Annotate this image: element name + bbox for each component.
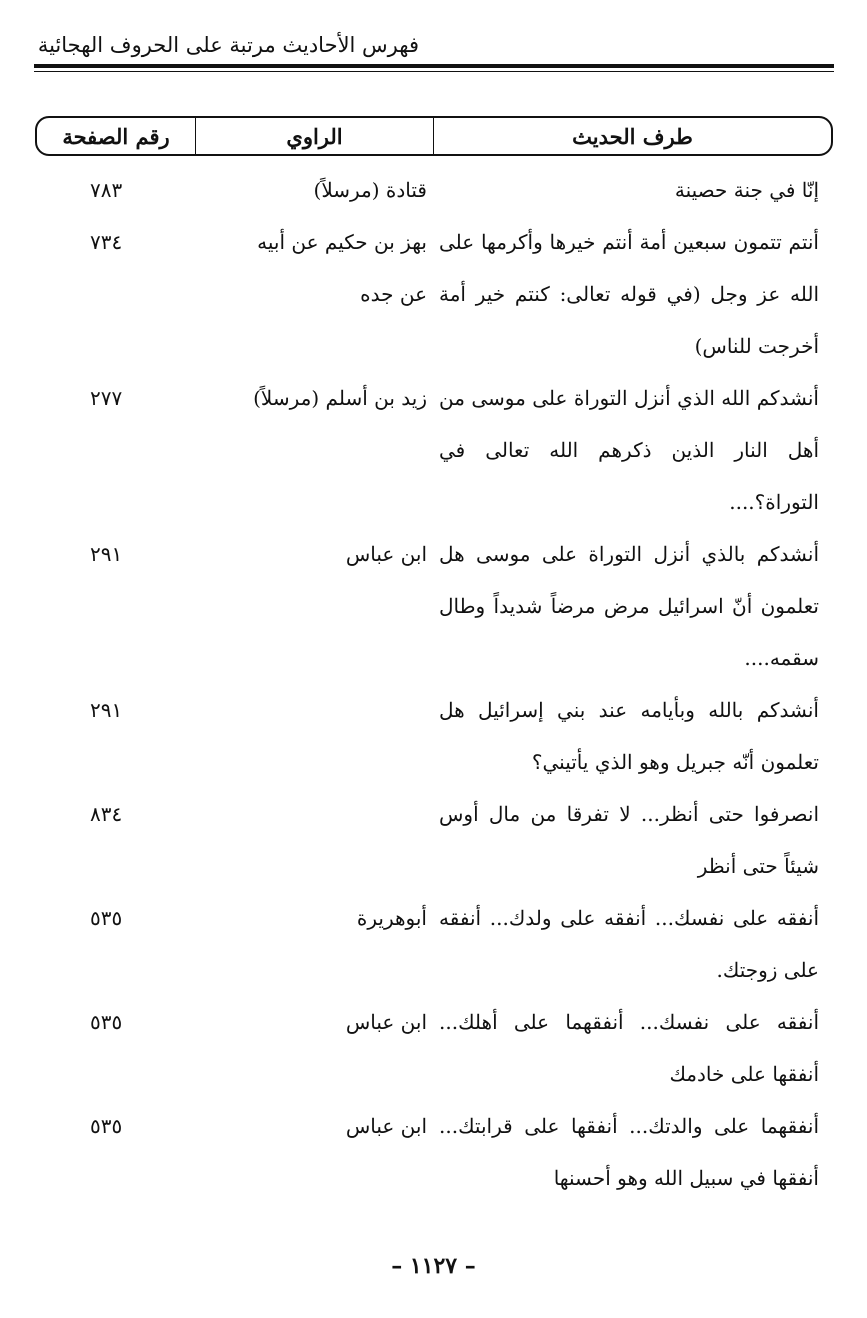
table-row <box>0 684 867 788</box>
page-ref: ٢٩١ <box>90 698 123 722</box>
header-rule <box>34 64 834 68</box>
table-row <box>0 1100 867 1204</box>
hadith-text: أنشدكم بالذي أنزل التوراة على موسى هل تعلمون أنّ اسرائيل مرض مرضاً شديداً وطال سقمه.... <box>439 542 819 670</box>
header-rule-thin <box>34 71 834 72</box>
page-ref: ٥٣٥ <box>90 1114 123 1138</box>
narrator: بهز بن حكيم عن أبيه عن جده <box>257 230 427 306</box>
table-body <box>0 164 867 1204</box>
table-row <box>0 892 867 996</box>
page-ref: ٧٨٣ <box>90 178 123 202</box>
hadith-text: إنّا في جنة حصينة <box>674 178 819 202</box>
table-row <box>0 788 867 892</box>
narrator: زيد بن أسلم (مرسلاً) <box>253 386 427 410</box>
hadith-text: أنشدكم الله الذي أنزل التوراة على موسى من أهل النار الذين ذكرهم الله تعالى في التوراة؟.... <box>439 386 819 514</box>
narrator: ابن عباس <box>345 1010 427 1034</box>
hadith-text: أنتم تتمون سبعين أمة أنتم خيرها وأكرمها على الله عز وجل (في قوله تعالى: كنتم خير أمة أخرجت للناس) <box>439 230 819 358</box>
page-ref: ٥٣٥ <box>90 906 123 930</box>
narrator: أبوهريرة <box>356 906 427 930</box>
column-header-hadith: طرف الحديث <box>433 118 831 154</box>
table-row <box>0 996 867 1100</box>
table-header <box>35 116 833 156</box>
page-ref: ٨٣٤ <box>90 802 123 826</box>
column-header-page: رقم الصفحة <box>62 123 170 149</box>
page-ref: ٢٧٧ <box>90 386 123 410</box>
page-ref: ٧٣٤ <box>90 230 123 254</box>
page-ref: ٥٣٥ <box>90 1010 123 1034</box>
hadith-text: انصرفوا حتى أنظر... لا تفرقا من مال أوس شيئاً حتى أنظر <box>439 802 819 878</box>
table-row <box>0 372 867 528</box>
page-ref: ٢٩١ <box>90 542 123 566</box>
hadith-text: أنفقه على نفسك... أنفقه على ولدك... أنفقه على زوجتك. <box>439 906 819 982</box>
table-row <box>0 164 867 216</box>
page-number: – ١١٢٧ – <box>391 1253 476 1279</box>
table-row <box>0 216 867 372</box>
narrator: ابن عباس <box>345 1114 427 1138</box>
narrator: قتادة (مرسلاً) <box>313 178 427 202</box>
hadith-text: أنفقهما على والدتك... أنفقها على قرابتك... أنفقها في سبيل الله وهو أحسنها <box>439 1114 819 1190</box>
running-title: فهرس الأحاديث مرتبة على الحروف الهجائية <box>37 33 419 57</box>
table-row <box>0 528 867 684</box>
hadith-text: أنشدكم بالله وبأيامه عند بني إسرائيل هل تعلمون أنّه جبريل وهو الذي يأتيني؟ <box>439 698 819 774</box>
narrator: ابن عباس <box>345 542 427 566</box>
hadith-text: أنفقه على نفسك... أنفقهما على أهلك... أنفقها على خادمك <box>439 1010 819 1086</box>
column-header-rawi: الراوي <box>195 118 433 154</box>
